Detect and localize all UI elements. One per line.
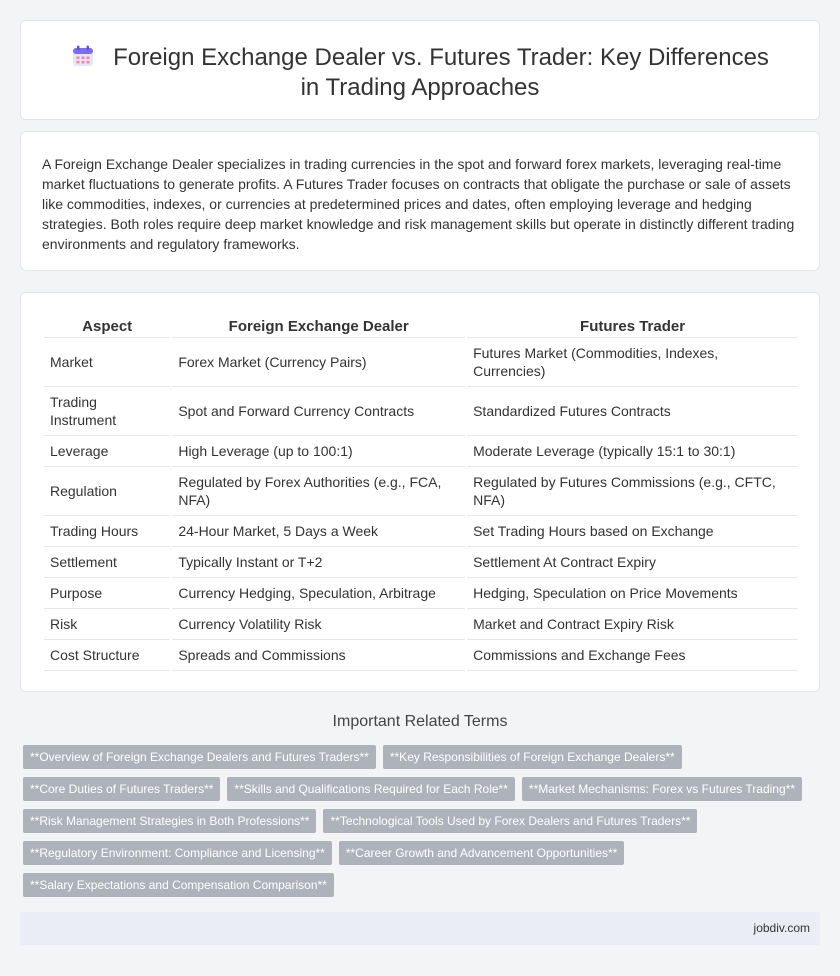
row-forex-value: Regulated by Forex Authorities (e.g., FCA, NFA) (172, 467, 465, 516)
related-terms-list (23, 745, 813, 905)
comparison-card (20, 292, 820, 692)
row-futures-value: Standardized Futures Contracts (467, 387, 798, 436)
table-header-row (44, 314, 798, 338)
row-forex-value: Typically Instant or T+2 (172, 547, 465, 578)
related-term-tag[interactable]: **Skills and Qualifications Required for Each Role** (227, 777, 514, 801)
tag-row (23, 841, 813, 865)
footer (20, 912, 820, 945)
related-term-tag[interactable]: **Regulatory Environment: Compliance and Licensing** (23, 841, 332, 865)
related-term-tag[interactable]: **Salary Expectations and Compensation Comparison** (23, 873, 334, 897)
row-aspect: Leverage (44, 436, 170, 467)
related-terms-heading: Important Related Terms (332, 713, 508, 730)
row-forex-value: High Leverage (up to 100:1) (172, 436, 465, 467)
row-futures-value: Moderate Leverage (typically 15:1 to 30:1) (467, 436, 798, 467)
row-aspect: Market (44, 338, 170, 387)
row-forex-value: Currency Volatility Risk (172, 609, 465, 640)
related-term-tag[interactable]: **Core Duties of Futures Traders** (23, 777, 220, 801)
related-term-tag[interactable]: **Overview of Foreign Exchange Dealers and Futures Traders** (23, 745, 376, 769)
row-aspect: Trading Instrument (44, 387, 170, 436)
intro-paragraph: A Foreign Exchange Dealer specializes in trading currencies in the spot and forward forex markets, leveraging real-time market fluctuations to generate profits. A Futures Trader focuses on contracts that obligate the purchase or sale of assets like commodities, indexes, or currencies at predetermined prices and dates, often employing leverage and hedging strategies. Both roles require deep market knowledge and risk management skills but operate in distinctly different trading environments and regulatory frameworks. (42, 156, 795, 252)
related-term-tag[interactable]: **Key Responsibilities of Foreign Exchange Dealers** (383, 745, 682, 769)
related-term-tag[interactable]: **Risk Management Strategies in Both Professions** (23, 809, 316, 833)
header-futures-trader: Futures Trader (467, 314, 798, 338)
tag-row (23, 873, 813, 897)
table-row (44, 640, 798, 671)
row-futures-value: Commissions and Exchange Fees (467, 640, 798, 671)
table-row (44, 338, 798, 387)
tag-row (23, 745, 813, 769)
header-aspect: Aspect (44, 314, 170, 338)
row-futures-value: Set Trading Hours based on Exchange (467, 516, 798, 547)
table-row (44, 387, 798, 436)
table-row (44, 609, 798, 640)
row-futures-value: Hedging, Speculation on Price Movements (467, 578, 798, 609)
row-aspect: Cost Structure (44, 640, 170, 671)
table-row (44, 436, 798, 467)
row-futures-value: Settlement At Contract Expiry (467, 547, 798, 578)
intro-card (20, 131, 820, 271)
tag-row (23, 809, 813, 833)
page-title-wrap (61, 43, 779, 103)
table-row (44, 578, 798, 609)
row-forex-value: Spreads and Commissions (172, 640, 465, 671)
table-row (44, 547, 798, 578)
row-forex-value: 24-Hour Market, 5 Days a Week (172, 516, 465, 547)
row-aspect: Settlement (44, 547, 170, 578)
header-forex-dealer: Foreign Exchange Dealer (172, 314, 465, 338)
header-card (20, 20, 820, 120)
row-forex-value: Currency Hedging, Speculation, Arbitrage (172, 578, 465, 609)
row-futures-value: Futures Market (Commodities, Indexes, Currencies) (467, 338, 798, 387)
row-aspect: Risk (44, 609, 170, 640)
tag-row (23, 777, 813, 801)
footer-site-link[interactable]: jobdiv.com (753, 921, 810, 935)
comparison-table (42, 314, 800, 671)
related-term-tag[interactable]: **Market Mechanisms: Forex vs Futures Trading** (522, 777, 802, 801)
row-aspect: Trading Hours (44, 516, 170, 547)
row-aspect: Purpose (44, 578, 170, 609)
page-title: Foreign Exchange Dealer vs. Futures Trader: Key Differences in Trading Approaches (113, 44, 769, 101)
related-term-tag[interactable]: **Technological Tools Used by Forex Dealers and Futures Traders** (323, 809, 697, 833)
row-forex-value: Forex Market (Currency Pairs) (172, 338, 465, 387)
row-aspect: Regulation (44, 467, 170, 516)
related-term-tag[interactable]: **Career Growth and Advancement Opportunities** (339, 841, 624, 865)
row-futures-value: Market and Contract Expiry Risk (467, 609, 798, 640)
row-futures-value: Regulated by Futures Commissions (e.g., CFTC, NFA) (467, 467, 798, 516)
table-row (44, 467, 798, 516)
row-forex-value: Spot and Forward Currency Contracts (172, 387, 465, 436)
table-row (44, 516, 798, 547)
calendar-icon (71, 44, 95, 68)
